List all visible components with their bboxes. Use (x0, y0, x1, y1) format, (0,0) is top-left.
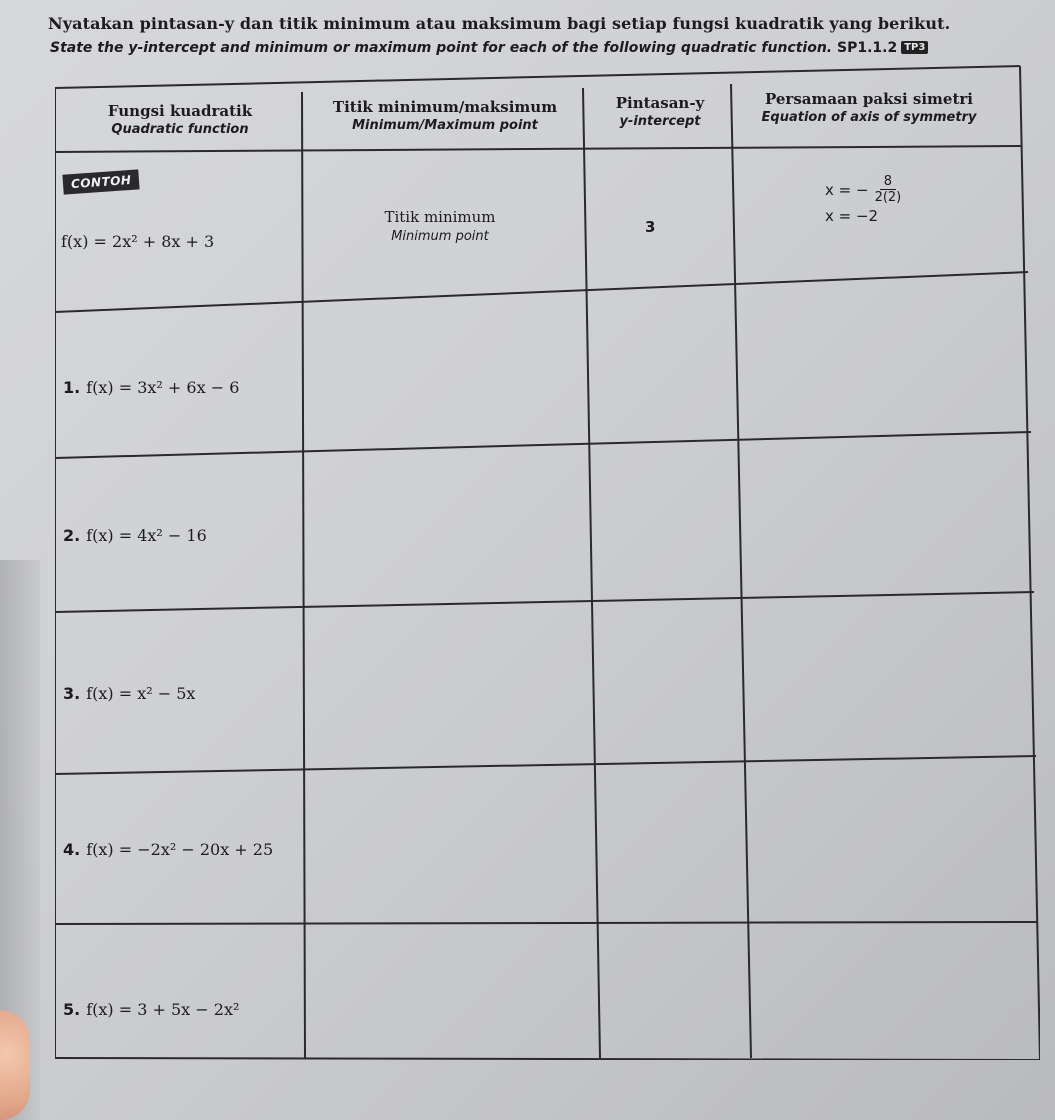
axis-result: x = −2 (825, 207, 879, 225)
instruction-malay: Nyatakan pintasan-y dan titik minimum atau maksimum bagi setiap fungsi kuadratik yang berikut. (48, 14, 951, 33)
example-y-intercept: 3 (645, 218, 656, 236)
axis-lhs: x = − (825, 180, 869, 199)
question-function: f(x) = x² − 5x (86, 684, 196, 703)
header-english: Quadratic function (111, 122, 249, 137)
question-number: 5. (63, 1000, 81, 1019)
header-min-max-point (310, 98, 580, 133)
header-english: Equation of axis of symmetry (761, 110, 977, 125)
axis-fraction-numerator: 8 (880, 174, 896, 190)
header-english: Minimum/Maximum point (352, 118, 538, 133)
question-row-1 (63, 378, 239, 397)
axis-fraction-denominator: 2(2) (874, 190, 902, 205)
header-y-intercept (590, 94, 730, 129)
question-function: f(x) = −2x² − 20x + 25 (86, 840, 274, 859)
header-malay: Pintasan-y (615, 94, 705, 112)
example-label: CONTOH (62, 169, 140, 194)
instruction-english-text: State the y-intercept and minimum or maximum point for each of the following quadratic function. (50, 40, 833, 56)
header-malay: Titik minimum/maksimum (332, 98, 558, 116)
example-point-english: Minimum point (391, 229, 489, 244)
worksheet-table (55, 60, 1040, 1060)
header-malay: Persamaan paksi simetri (765, 90, 973, 108)
example-point-cell (340, 208, 540, 244)
example-function: f(x) = 2x² + 8x + 3 (61, 232, 215, 251)
header-malay: Fungsi kuadratik (107, 102, 253, 120)
question-function: f(x) = 3x² + 6x − 6 (86, 378, 240, 397)
example-point-malay: Titik minimum (384, 208, 496, 226)
standard-code: SP1.1.2 (836, 40, 898, 56)
question-row-2 (63, 526, 207, 545)
header-quadratic-function (75, 102, 285, 137)
question-number: 3. (63, 684, 81, 703)
question-number: 2. (63, 526, 81, 545)
tp-badge: TP3 (901, 41, 928, 54)
header-axis-of-symmetry (739, 90, 999, 125)
header-english: y-intercept (619, 114, 701, 129)
question-row-5 (63, 1000, 239, 1019)
question-function: f(x) = 3 + 5x − 2x² (86, 1000, 240, 1019)
axis-fraction (873, 174, 904, 205)
instruction-english (50, 40, 928, 56)
question-row-3 (63, 684, 195, 703)
thumb-in-photo (0, 1010, 30, 1120)
question-number: 1. (63, 378, 81, 397)
example-axis-of-symmetry (825, 174, 903, 225)
question-row-4 (63, 840, 273, 859)
question-number: 4. (63, 840, 81, 859)
question-function: f(x) = 4x² − 16 (86, 526, 207, 545)
